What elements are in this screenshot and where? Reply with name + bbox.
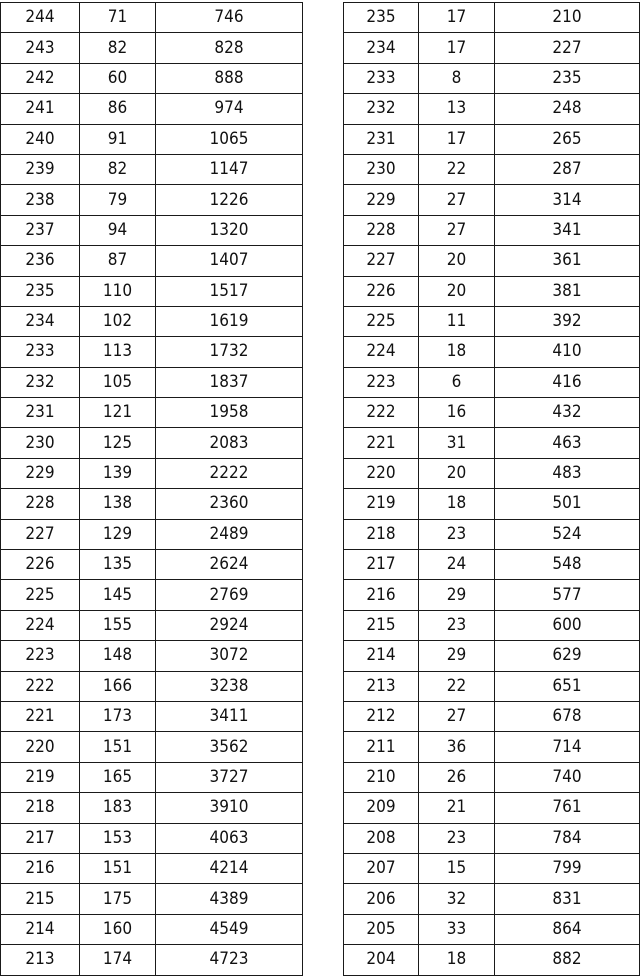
cumulative-cell: 678: [495, 701, 640, 731]
score-cell: 208: [344, 823, 419, 853]
table-row: [1, 884, 303, 914]
count-cell: 79: [80, 185, 156, 215]
cumulative-cell: 248: [495, 94, 640, 124]
table-row: [1, 63, 303, 93]
score-cell: 213: [344, 671, 419, 701]
cumulative-cell: 3727: [156, 762, 303, 792]
cumulative-cell: 2360: [156, 489, 303, 519]
table-row: [1, 94, 303, 124]
cumulative-cell: 227: [495, 33, 640, 63]
cumulative-cell: 361: [495, 246, 640, 276]
count-cell: 36: [419, 732, 495, 762]
score-cell: 227: [1, 519, 80, 549]
table-row: [344, 519, 640, 549]
table-row: [344, 428, 640, 458]
score-cell: 229: [1, 458, 80, 488]
score-cell: 234: [1, 306, 80, 336]
table-row: [1, 215, 303, 245]
cumulative-cell: 1407: [156, 246, 303, 276]
count-cell: 24: [419, 550, 495, 580]
cumulative-cell: 287: [495, 154, 640, 184]
count-cell: 151: [80, 853, 156, 883]
count-cell: 27: [419, 701, 495, 731]
table-row: [344, 853, 640, 883]
score-cell: 238: [1, 185, 80, 215]
cumulative-cell: 410: [495, 337, 640, 367]
cumulative-cell: 1837: [156, 367, 303, 397]
count-cell: 13: [419, 94, 495, 124]
table-row: [1, 154, 303, 184]
count-cell: 18: [419, 337, 495, 367]
table-row: [344, 276, 640, 306]
cumulative-cell: 4549: [156, 914, 303, 944]
table-row: [344, 63, 640, 93]
cumulative-cell: 381: [495, 276, 640, 306]
table-row: [1, 185, 303, 215]
count-cell: 113: [80, 337, 156, 367]
table-row: [344, 94, 640, 124]
score-cell: 214: [344, 641, 419, 671]
score-cell: 206: [344, 884, 419, 914]
score-cell: 219: [344, 489, 419, 519]
table-row: [1, 671, 303, 701]
count-cell: 20: [419, 276, 495, 306]
count-cell: 20: [419, 458, 495, 488]
count-cell: 21: [419, 793, 495, 823]
score-cell: 215: [344, 610, 419, 640]
cumulative-cell: 1732: [156, 337, 303, 367]
count-cell: 23: [419, 823, 495, 853]
cumulative-cell: 4063: [156, 823, 303, 853]
table-row: [1, 276, 303, 306]
table-row: [344, 154, 640, 184]
cumulative-cell: 882: [495, 945, 640, 975]
table-row: [344, 337, 640, 367]
table-row: [344, 550, 640, 580]
score-cell: 218: [344, 519, 419, 549]
table-row: [344, 793, 640, 823]
score-cell: 232: [1, 367, 80, 397]
score-cell: 230: [1, 428, 80, 458]
count-cell: 155: [80, 610, 156, 640]
score-cell: 231: [344, 124, 419, 154]
score-cell: 225: [344, 306, 419, 336]
count-cell: 71: [80, 3, 156, 33]
count-cell: 148: [80, 641, 156, 671]
score-cell: 240: [1, 124, 80, 154]
score-cell: 234: [344, 33, 419, 63]
table-row: [1, 428, 303, 458]
cumulative-cell: 3411: [156, 701, 303, 731]
table-row: [344, 914, 640, 944]
table-row: [1, 641, 303, 671]
count-cell: 139: [80, 458, 156, 488]
cumulative-cell: 501: [495, 489, 640, 519]
cumulative-cell: 974: [156, 94, 303, 124]
cumulative-cell: 524: [495, 519, 640, 549]
score-cell: 204: [344, 945, 419, 975]
cumulative-cell: 1065: [156, 124, 303, 154]
cumulative-cell: 2624: [156, 550, 303, 580]
table-row: [344, 246, 640, 276]
table-row: [1, 246, 303, 276]
count-cell: 165: [80, 762, 156, 792]
table-row: [344, 306, 640, 336]
count-cell: 60: [80, 63, 156, 93]
score-cell: 226: [344, 276, 419, 306]
table-row: [1, 610, 303, 640]
cumulative-cell: 577: [495, 580, 640, 610]
score-cell: 214: [1, 914, 80, 944]
count-cell: 160: [80, 914, 156, 944]
cumulative-cell: 463: [495, 428, 640, 458]
cumulative-cell: 629: [495, 641, 640, 671]
score-cell: 220: [1, 732, 80, 762]
cumulative-cell: 4723: [156, 945, 303, 975]
count-cell: 6: [419, 367, 495, 397]
table-row: [344, 458, 640, 488]
score-cell: 235: [1, 276, 80, 306]
count-cell: 125: [80, 428, 156, 458]
table-row: [1, 793, 303, 823]
cumulative-cell: 2222: [156, 458, 303, 488]
score-cell: 228: [1, 489, 80, 519]
count-cell: 32: [419, 884, 495, 914]
score-cell: 237: [1, 215, 80, 245]
score-cell: 241: [1, 94, 80, 124]
score-cell: 232: [344, 94, 419, 124]
score-cell: 209: [344, 793, 419, 823]
score-cell: 212: [344, 701, 419, 731]
count-cell: 121: [80, 398, 156, 428]
cumulative-cell: 416: [495, 367, 640, 397]
score-cell: 231: [1, 398, 80, 428]
score-cell: 229: [344, 185, 419, 215]
score-cell: 226: [1, 550, 80, 580]
count-cell: 22: [419, 671, 495, 701]
count-cell: 91: [80, 124, 156, 154]
score-cell: 219: [1, 762, 80, 792]
table-row: [1, 337, 303, 367]
count-cell: 27: [419, 185, 495, 215]
cumulative-cell: 2489: [156, 519, 303, 549]
score-cell: 216: [344, 580, 419, 610]
score-cell: 233: [1, 337, 80, 367]
score-cell: 224: [344, 337, 419, 367]
table-row: [1, 306, 303, 336]
table-row: [1, 550, 303, 580]
score-cell: 221: [344, 428, 419, 458]
cumulative-cell: 1226: [156, 185, 303, 215]
score-cell: 222: [344, 398, 419, 428]
score-cell: 217: [1, 823, 80, 853]
count-cell: 18: [419, 489, 495, 519]
table-row: [1, 3, 303, 33]
table-row: [344, 945, 640, 975]
table-row: [1, 701, 303, 731]
table-row: [1, 762, 303, 792]
cumulative-cell: 864: [495, 914, 640, 944]
count-cell: 166: [80, 671, 156, 701]
cumulative-cell: 341: [495, 215, 640, 245]
count-cell: 105: [80, 367, 156, 397]
table-row: [1, 33, 303, 63]
table-row: [344, 215, 640, 245]
table-row: [344, 367, 640, 397]
cumulative-cell: 265: [495, 124, 640, 154]
count-cell: 31: [419, 428, 495, 458]
cumulative-cell: 784: [495, 823, 640, 853]
count-cell: 15: [419, 853, 495, 883]
count-cell: 23: [419, 519, 495, 549]
table-row: [344, 489, 640, 519]
cumulative-cell: 210: [495, 3, 640, 33]
table-row: [1, 458, 303, 488]
score-cell: 210: [344, 762, 419, 792]
cumulative-cell: 1320: [156, 215, 303, 245]
count-cell: 20: [419, 246, 495, 276]
cumulative-cell: 548: [495, 550, 640, 580]
score-cell: 218: [1, 793, 80, 823]
cumulative-cell: 314: [495, 185, 640, 215]
count-cell: 23: [419, 610, 495, 640]
cumulative-cell: 1147: [156, 154, 303, 184]
cumulative-cell: 651: [495, 671, 640, 701]
cumulative-cell: 4389: [156, 884, 303, 914]
score-cell: 220: [344, 458, 419, 488]
cumulative-cell: 432: [495, 398, 640, 428]
cumulative-cell: 392: [495, 306, 640, 336]
count-cell: 110: [80, 276, 156, 306]
count-cell: 27: [419, 215, 495, 245]
score-cell: 216: [1, 853, 80, 883]
cumulative-cell: 2769: [156, 580, 303, 610]
score-table-right: [343, 2, 640, 976]
cumulative-cell: 828: [156, 33, 303, 63]
table-row: [1, 914, 303, 944]
table-row: [1, 489, 303, 519]
cumulative-cell: 888: [156, 63, 303, 93]
count-cell: 87: [80, 246, 156, 276]
count-cell: 22: [419, 154, 495, 184]
score-cell: 215: [1, 884, 80, 914]
count-cell: 175: [80, 884, 156, 914]
cumulative-cell: 746: [156, 3, 303, 33]
score-cell: 223: [344, 367, 419, 397]
cumulative-cell: 235: [495, 63, 640, 93]
table-row: [1, 367, 303, 397]
table-row: [1, 945, 303, 975]
count-cell: 138: [80, 489, 156, 519]
count-cell: 8: [419, 63, 495, 93]
score-table-left-body: [1, 3, 303, 976]
count-cell: 82: [80, 33, 156, 63]
cumulative-cell: 3910: [156, 793, 303, 823]
table-row: [344, 185, 640, 215]
count-cell: 11: [419, 306, 495, 336]
count-cell: 135: [80, 550, 156, 580]
count-cell: 16: [419, 398, 495, 428]
cumulative-cell: 1958: [156, 398, 303, 428]
score-cell: 207: [344, 853, 419, 883]
table-row: [344, 124, 640, 154]
cumulative-cell: 831: [495, 884, 640, 914]
cumulative-cell: 3562: [156, 732, 303, 762]
score-cell: 236: [1, 246, 80, 276]
table-row: [344, 580, 640, 610]
table-row: [344, 398, 640, 428]
cumulative-cell: 740: [495, 762, 640, 792]
count-cell: 86: [80, 94, 156, 124]
count-cell: 26: [419, 762, 495, 792]
table-row: [1, 823, 303, 853]
table-row: [344, 33, 640, 63]
cumulative-cell: 2083: [156, 428, 303, 458]
score-cell: 211: [344, 732, 419, 762]
score-cell: 228: [344, 215, 419, 245]
count-cell: 94: [80, 215, 156, 245]
count-cell: 174: [80, 945, 156, 975]
table-row: [344, 701, 640, 731]
score-table-left: [0, 2, 303, 976]
count-cell: 17: [419, 33, 495, 63]
score-cell: 224: [1, 610, 80, 640]
table-row: [344, 762, 640, 792]
count-cell: 33: [419, 914, 495, 944]
score-cell: 223: [1, 641, 80, 671]
table-row: [1, 398, 303, 428]
table-row: [1, 580, 303, 610]
score-cell: 233: [344, 63, 419, 93]
table-row: [344, 671, 640, 701]
cumulative-cell: 483: [495, 458, 640, 488]
table-row: [1, 853, 303, 883]
table-row: [344, 823, 640, 853]
table-row: [344, 3, 640, 33]
cumulative-cell: 2924: [156, 610, 303, 640]
score-cell: 217: [344, 550, 419, 580]
count-cell: 17: [419, 3, 495, 33]
cumulative-cell: 1517: [156, 276, 303, 306]
table-row: [1, 519, 303, 549]
count-cell: 18: [419, 945, 495, 975]
score-cell: 243: [1, 33, 80, 63]
cumulative-cell: 714: [495, 732, 640, 762]
cumulative-cell: 3072: [156, 641, 303, 671]
score-cell: 227: [344, 246, 419, 276]
count-cell: 153: [80, 823, 156, 853]
score-cell: 239: [1, 154, 80, 184]
table-row: [344, 732, 640, 762]
count-cell: 82: [80, 154, 156, 184]
score-cell: 242: [1, 63, 80, 93]
count-cell: 129: [80, 519, 156, 549]
count-cell: 173: [80, 701, 156, 731]
cumulative-cell: 1619: [156, 306, 303, 336]
score-table-right-body: [344, 3, 640, 976]
cumulative-cell: 4214: [156, 853, 303, 883]
cumulative-cell: 761: [495, 793, 640, 823]
score-cell: 235: [344, 3, 419, 33]
count-cell: 151: [80, 732, 156, 762]
cumulative-cell: 3238: [156, 671, 303, 701]
count-cell: 145: [80, 580, 156, 610]
count-cell: 17: [419, 124, 495, 154]
cumulative-cell: 799: [495, 853, 640, 883]
count-cell: 102: [80, 306, 156, 336]
count-cell: 29: [419, 580, 495, 610]
score-cell: 213: [1, 945, 80, 975]
score-cell: 205: [344, 914, 419, 944]
score-cell: 225: [1, 580, 80, 610]
table-row: [344, 610, 640, 640]
score-cell: 221: [1, 701, 80, 731]
score-cell: 244: [1, 3, 80, 33]
count-cell: 183: [80, 793, 156, 823]
table-row: [344, 884, 640, 914]
score-cell: 230: [344, 154, 419, 184]
cumulative-cell: 600: [495, 610, 640, 640]
table-row: [1, 732, 303, 762]
score-cell: 222: [1, 671, 80, 701]
table-row: [1, 124, 303, 154]
count-cell: 29: [419, 641, 495, 671]
table-row: [344, 641, 640, 671]
